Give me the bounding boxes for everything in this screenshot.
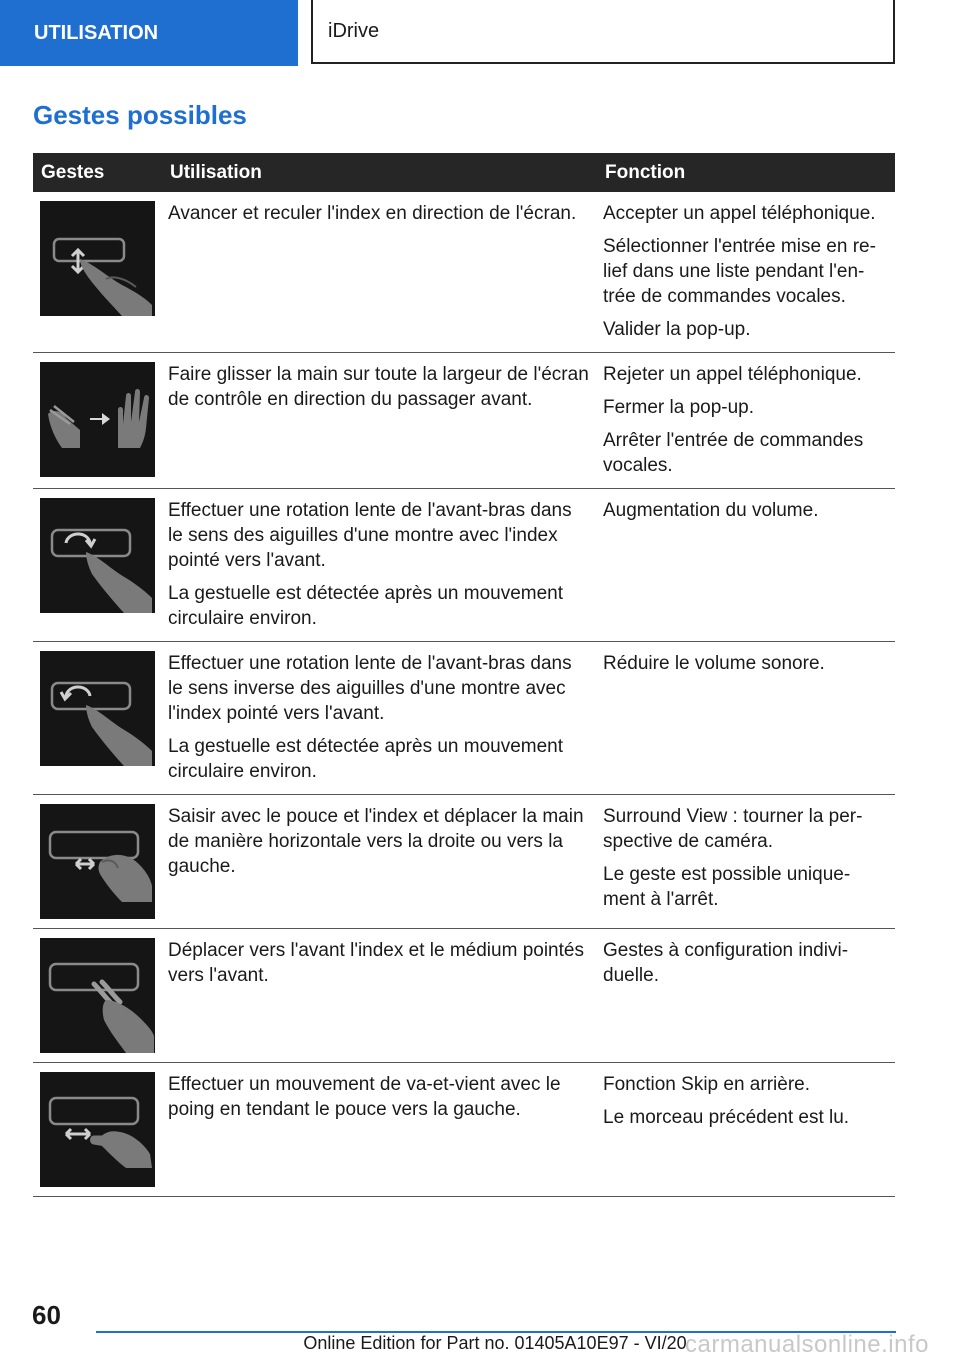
fonction-text: Surround View : tourner la per-spective de caméra. (603, 806, 863, 852)
page-number: 60 (32, 1300, 61, 1330)
table-row (33, 353, 895, 489)
index-point-gesture-icon (40, 201, 155, 316)
utilisation-text: Avancer et reculer l'index en direction de l'écran. (168, 203, 577, 224)
fonction-cell (597, 1063, 895, 1197)
table-row (33, 489, 895, 642)
utilisation-text: Effectuer une rotation lente de l'avant-bras dans le sens inverse des aiguilles d'une montre avec l'index pointé vers l'avant. (168, 653, 572, 724)
utilisation-text: Saisir avec le pouce et l'index et déplacer la main de manière horizontale vers la droite ou vers la gauche. (168, 806, 584, 877)
fonction-text: Sélectionner l'entrée mise en re-lief dans une liste pendant l'en-trée de commandes vocales. (603, 236, 876, 307)
gesture-cell (33, 795, 162, 929)
watermark: carmanualsonline.info (685, 1331, 929, 1358)
fist-thumb-swipe-gesture-icon (40, 1072, 155, 1187)
table-row (33, 1063, 895, 1197)
fonction-text: Arrêter l'entrée de commandes vocales. (603, 430, 864, 476)
section-tab: UTILISATION (0, 0, 298, 66)
utilisation-text: La gestuelle est détectée après un mouvement circulaire environ. (168, 736, 564, 782)
gestures-table (33, 153, 895, 1197)
fonction-cell (597, 642, 895, 795)
utilisation-text: Effectuer un mouvement de va-et-vient avec le poing en tendant le pouce vers la gauche. (168, 1074, 561, 1120)
fonction-text: Gestes à configuration indivi-duelle. (603, 940, 849, 986)
table-row (33, 795, 895, 929)
column-header-utilisation: Utilisation (162, 153, 597, 192)
chapter-tab: iDrive (311, 0, 895, 64)
pinch-grab-gesture-icon (40, 804, 155, 919)
utilisation-cell (162, 929, 597, 1063)
fonction-text: Rejeter un appel téléphonique. (603, 364, 862, 385)
table-row (33, 929, 895, 1063)
utilisation-text: Déplacer vers l'avant l'index et le médium pointés vers l'avant. (168, 940, 584, 986)
gesture-cell (33, 489, 162, 642)
two-finger-point-gesture-icon (40, 938, 155, 1053)
utilisation-cell (162, 795, 597, 929)
utilisation-cell (162, 353, 597, 489)
rotate-clockwise-gesture-icon (40, 498, 155, 613)
fonction-text: Accepter un appel téléphonique. (603, 203, 876, 224)
page-title: Gestes possibles (33, 100, 247, 130)
gesture-cell (33, 642, 162, 795)
fonction-cell (597, 192, 895, 353)
utilisation-cell (162, 1063, 597, 1197)
utilisation-text: Faire glisser la main sur toute la largeur de l'écran de contrôle en direction du passager avant. (168, 364, 589, 410)
table-header-row (33, 153, 895, 192)
gesture-cell (33, 1063, 162, 1197)
gesture-cell (33, 929, 162, 1063)
fonction-text: Le geste est possible unique-ment à l'arrêt. (603, 864, 851, 910)
fonction-text: Fermer la pop-up. (603, 397, 755, 418)
table-row (33, 192, 895, 353)
fonction-text: Le morceau précédent est lu. (603, 1107, 850, 1128)
page-header (0, 0, 960, 66)
hand-swipe-gesture-icon (40, 362, 155, 477)
fonction-cell (597, 489, 895, 642)
table-row (33, 642, 895, 795)
column-header-gestes: Gestes (33, 153, 162, 192)
fonction-text: Valider la pop-up. (603, 319, 751, 340)
fonction-cell (597, 929, 895, 1063)
utilisation-cell (162, 192, 597, 353)
fonction-text: Réduire le volume sonore. (603, 653, 825, 674)
gesture-cell (33, 353, 162, 489)
fonction-cell (597, 795, 895, 929)
fonction-text: Fonction Skip en arrière. (603, 1074, 810, 1095)
fonction-cell (597, 353, 895, 489)
utilisation-cell (162, 642, 597, 795)
utilisation-text: Effectuer une rotation lente de l'avant-bras dans le sens des aiguilles d'une montre avec l'index pointé vers l'avant. (168, 500, 572, 571)
rotate-counterclockwise-gesture-icon (40, 651, 155, 766)
fonction-text: Augmentation du volume. (603, 500, 819, 521)
column-header-fonction: Fonction (597, 153, 895, 192)
utilisation-cell (162, 489, 597, 642)
gesture-cell (33, 192, 162, 353)
utilisation-text: La gestuelle est détectée après un mouvement circulaire environ. (168, 583, 564, 629)
edition-text: Online Edition for Part no. 01405A10E97 - VI/20 (303, 1333, 687, 1353)
